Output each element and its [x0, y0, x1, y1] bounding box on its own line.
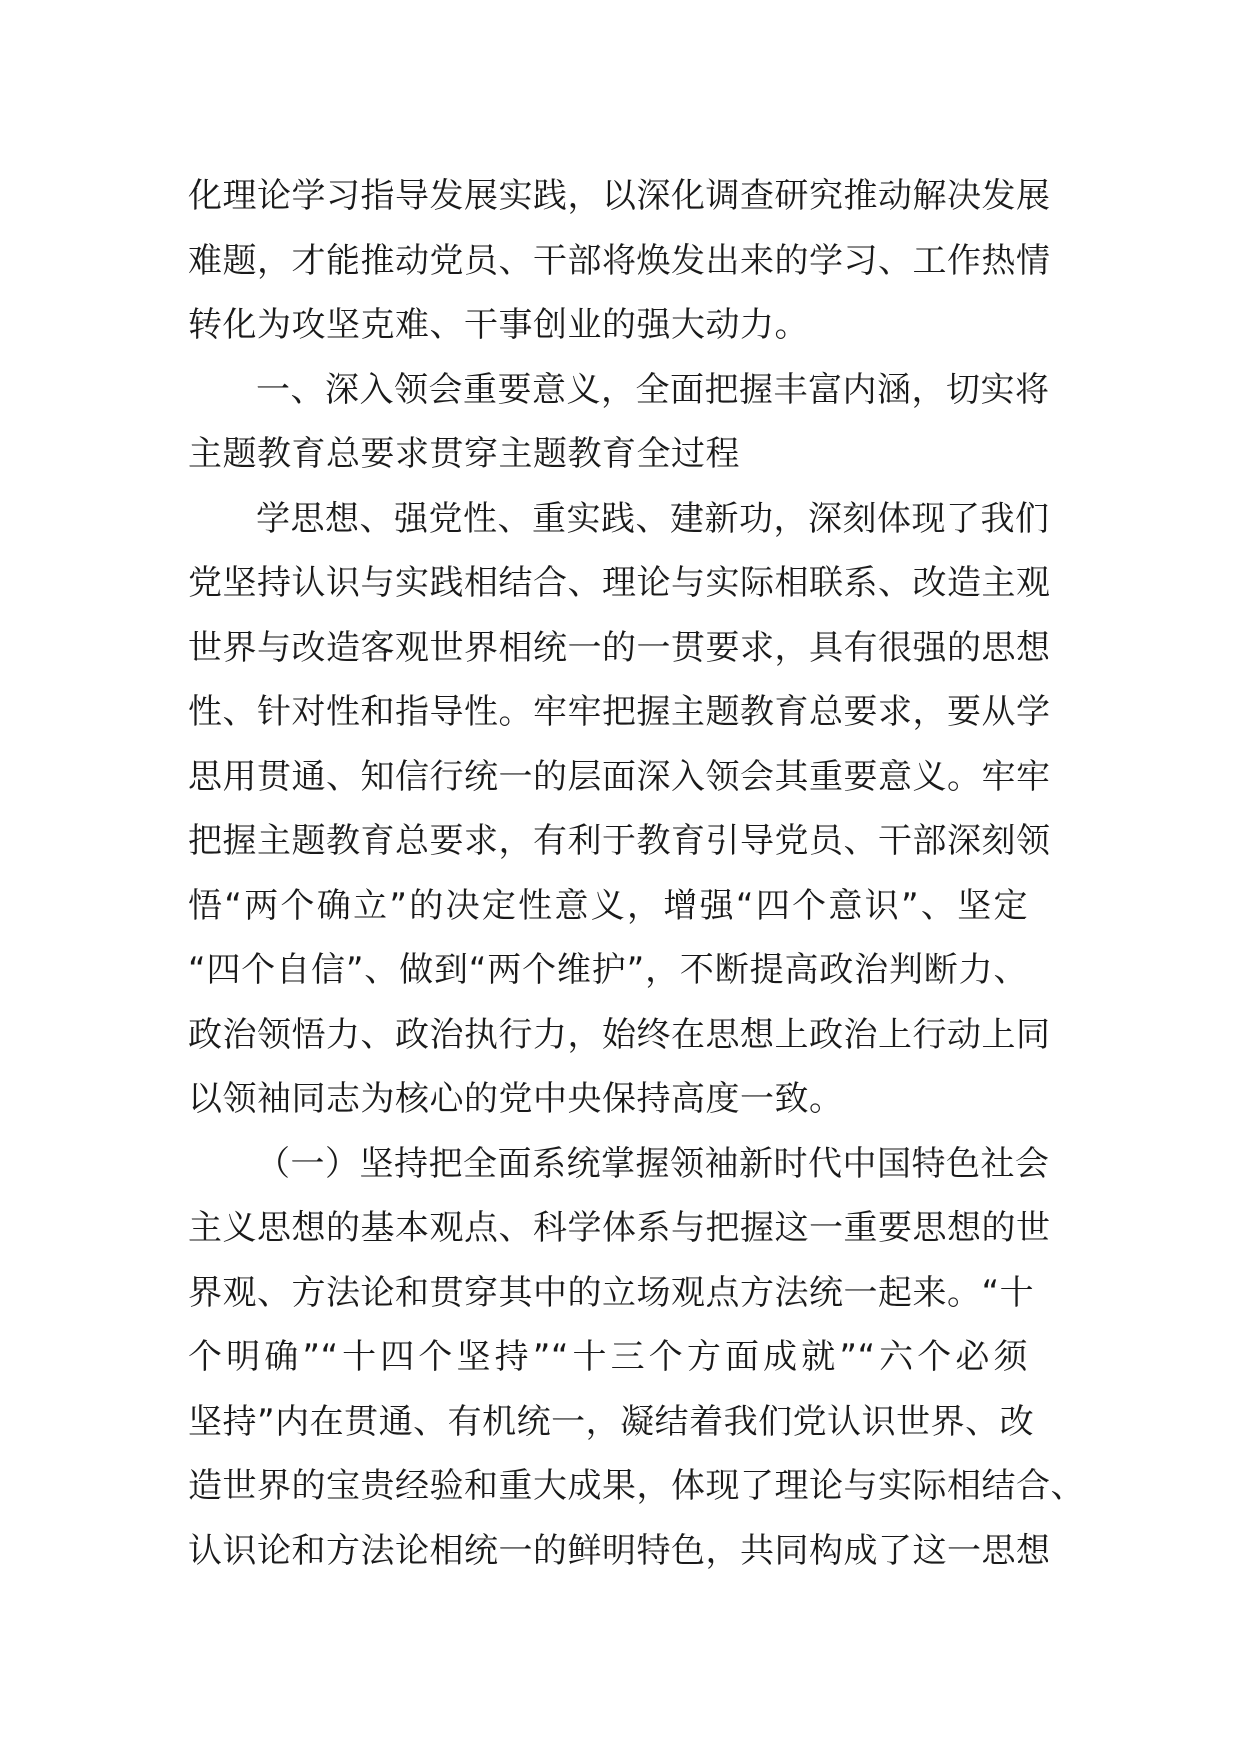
subsection-heading-line: （一）坚持把全面系统掌握领袖新时代中国特色社会 — [256, 1143, 1050, 1184]
section-heading-line: 一、深入领会重要意义，全面把握丰富内涵，切实将 — [256, 369, 1050, 410]
text-line: 以领袖同志为核心的党中央保持高度一致。 — [188, 1079, 844, 1119]
text-line: 转化为攻坚克难、干事创业的强大动力。 — [188, 305, 809, 345]
text-line: 化理论学习指导发展实践，以深化调查研究推动解决发展 — [188, 176, 1051, 216]
text-line: 坚持”内在贯通、有机统一，凝结着我们党认识世界、改 — [188, 1401, 1035, 1442]
text-line: 造世界的宝贵经验和重大成果，体现了理论与实际相结合、 — [188, 1466, 1085, 1506]
document-body — [188, 164, 1085, 1583]
section-heading-line: 主题教育总要求贯穿主题教育全过程 — [188, 434, 740, 474]
text-line: 悟“两个确立”的决定性意义，增强“四个意识”、坚定 — [188, 885, 1028, 926]
text-line: 性、针对性和指导性。牢牢把握主题教育总要求，要从学 — [188, 692, 1051, 732]
text-line: 个明确”“十四个坚持”“十三个方面成就”“六个必须 — [188, 1337, 1028, 1377]
text-line: 学思想、强党性、重实践、建新功，深刻体现了我们 — [256, 498, 1050, 539]
text-line: 认识论和方法论相统一的鲜明特色，共同构成了这一思想 — [188, 1530, 1051, 1571]
text-line: “四个自信”、做到“两个维护”，不断提高政治判断力、 — [188, 950, 1028, 990]
text-line: 思用贯通、知信行统一的层面深入领会其重要意义。牢牢 — [188, 756, 1051, 797]
text-line: 主义思想的基本观点、科学体系与把握这一重要思想的世 — [188, 1208, 1051, 1248]
text-line: 党坚持认识与实践相结合、理论与实际相联系、改造主观 — [188, 563, 1051, 603]
text-line: 世界与改造客观世界相统一的一贯要求，具有很强的思想 — [188, 627, 1051, 668]
text-line: 难题，才能推动党员、干部将焕发出来的学习、工作热情 — [188, 240, 1051, 281]
text-line: 界观、方法论和贯穿其中的立场观点方法统一起来。“十 — [188, 1272, 1035, 1313]
text-line: 政治领悟力、政治执行力，始终在思想上政治上行动上同 — [188, 1014, 1051, 1055]
text-line: 把握主题教育总要求，有利于教育引导党员、干部深刻领 — [188, 821, 1051, 861]
